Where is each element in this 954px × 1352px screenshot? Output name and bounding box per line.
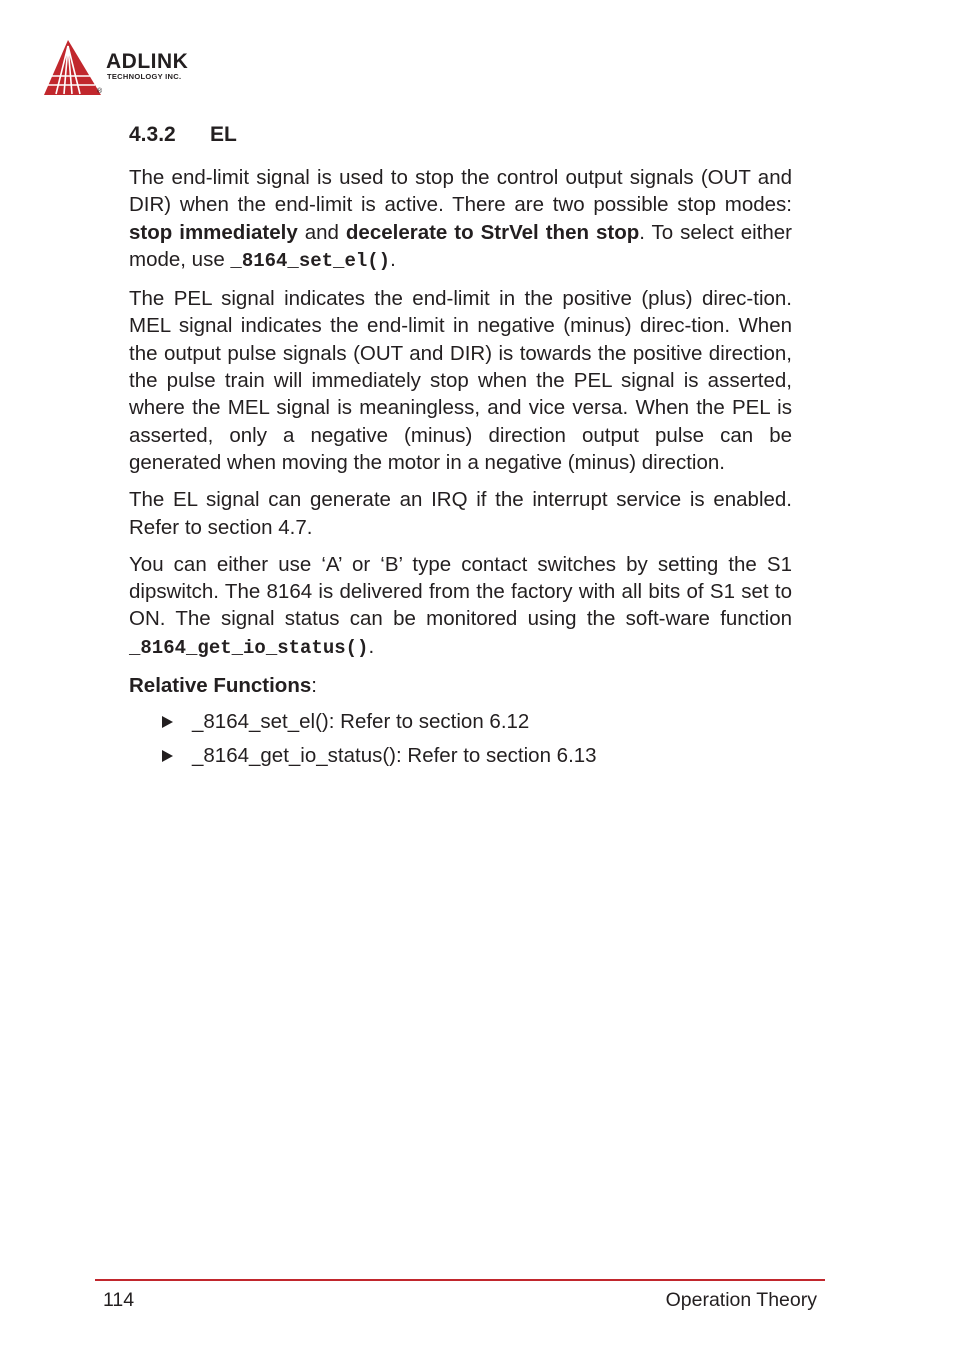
registered-mark: ® (97, 88, 103, 95)
chapter-title: Operation Theory (665, 1289, 817, 1311)
text-run: . To select either mode, use (129, 220, 792, 271)
paragraph-pel-mel: The PEL signal indicates the end-limit in the positive (plus) direc-tion. MEL signal indicates the end-limit in negative (minus) direc-tion. When the output pulse signals (OUT and DIR) is towards the positive direction, the pulse train will immediately stop when the PEL signal is asserted, where the MEL signal is meaningless, and vice versa. When the PEL is asserted, only a negative (minus) direction output pulse can be generated when moving the motor in a negative (minus) direction. (129, 287, 792, 474)
paragraph-intro (129, 164, 792, 275)
bullet-arrow-icon (162, 716, 173, 728)
code-get-io-status: _8164_get_io_status() (129, 636, 369, 659)
list-item (129, 739, 792, 773)
bold-term-stop-immediately: stop immediately (129, 220, 298, 244)
adlink-triangle-icon (42, 38, 104, 98)
section-heading (129, 120, 792, 150)
text-run: . (368, 634, 375, 658)
section-title: EL (210, 123, 237, 146)
code-set-el: _8164_set_el() (230, 249, 391, 272)
bullet-arrow-icon (162, 750, 173, 762)
text-run: You can either use ‘A’ or ‘B’ type contact switches by setting the S1 dipswitch. The 8164 is delivered from the factory with all bits of S1 set to ON. The signal status can be monitored using the soft-ware function (129, 552, 792, 631)
logo-wordmark: ADLINK (106, 50, 189, 73)
section-number: 4.3.2 (129, 123, 176, 146)
paragraph-switches (129, 551, 792, 662)
relative-functions-list (129, 705, 792, 773)
list-item-text: _8164_set_el(): Refer to section 6.12 (192, 710, 530, 734)
relative-functions-label: Relative Functions (129, 674, 312, 698)
list-item (129, 705, 792, 739)
list-item-text: _8164_get_io_status(): Refer to section 6.13 (192, 744, 597, 768)
page-content (129, 120, 792, 773)
adlink-logo (42, 38, 242, 100)
text-run: The end-limit signal is used to stop the control output signals (OUT and DIR) when the end-limit is active. There are two possible stop modes: (129, 166, 792, 217)
footer-divider (95, 1279, 825, 1281)
bold-term-decelerate: decelerate to StrVel then stop (345, 220, 640, 244)
relative-functions-heading (129, 672, 792, 699)
paragraph-irq: The EL signal can generate an IRQ if the interrupt service is enabled. Refer to section 4.7. (129, 488, 792, 539)
logo-tagline: TECHNOLOGY INC. (107, 72, 182, 81)
colon: : (311, 674, 317, 698)
text-run: . (390, 247, 396, 271)
text-run: and (297, 220, 346, 244)
page-number: 114 (103, 1289, 135, 1311)
